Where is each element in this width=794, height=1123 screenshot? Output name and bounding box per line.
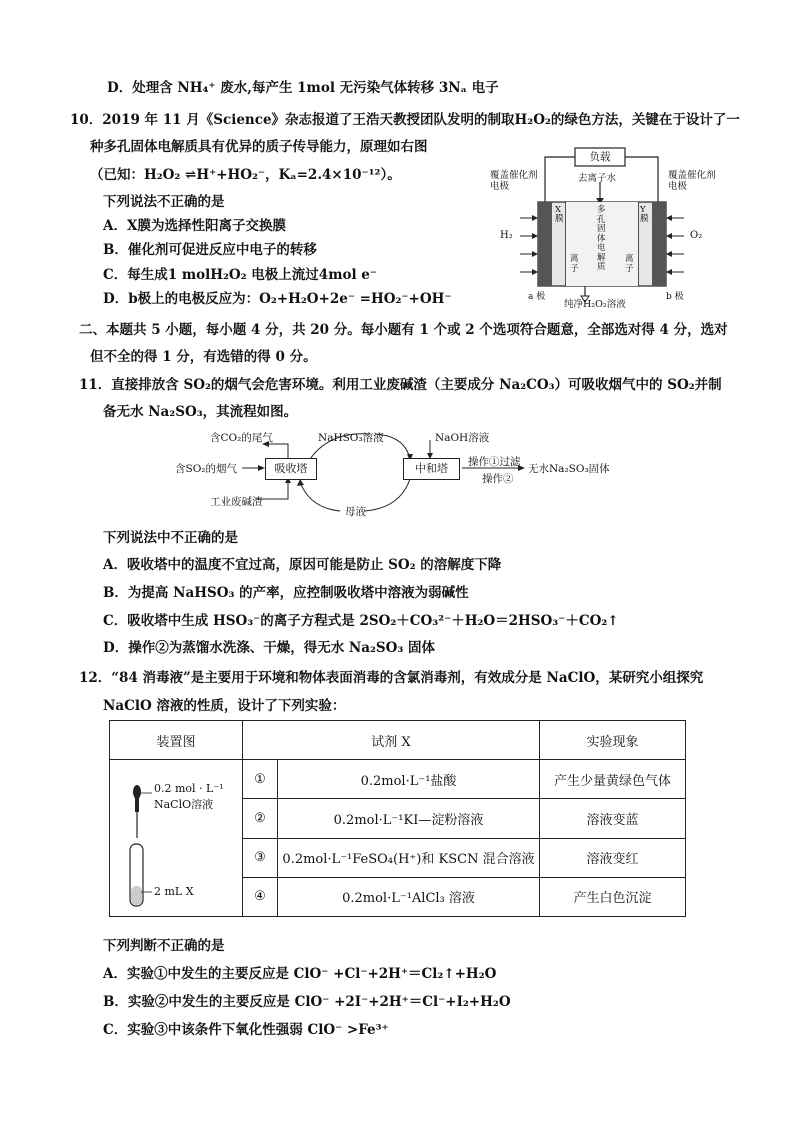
right-electrode-label: 覆盖催化剂 电极 bbox=[668, 170, 716, 192]
q12-option-b: B．实验②中发生的主要反应是 ClO⁻ +2I⁻+2H⁺＝Cl⁻+I₂+H₂O bbox=[103, 994, 511, 1010]
q10-option-c: C．每生成1 molH₂O₂ 电极上流过4mol e⁻ bbox=[103, 267, 378, 283]
naoh-label: NaOH溶液 bbox=[435, 432, 490, 444]
process-flow-chart bbox=[170, 426, 670, 521]
q10-question: 下列说法不正确的是 bbox=[103, 194, 225, 210]
q12-stem-line2: NaClO 溶液的性质，设计了下列实验： bbox=[103, 698, 346, 714]
o2-label: O₂ bbox=[690, 230, 703, 241]
q11-option-b: B．为提高 NaHSO₃ 的产率，应控制吸收塔中溶液为弱碱性 bbox=[103, 585, 469, 601]
q10-option-a: A．X膜为选择性阳离子交换膜 bbox=[103, 218, 286, 234]
q10-stem-line2: 种多孔固体电解质具有优异的质子传导能力，原理如右图 bbox=[90, 139, 428, 155]
h2-label: H₂ bbox=[500, 230, 513, 241]
apparatus-concentration-label: 0.2 mol · L⁻¹ bbox=[154, 782, 224, 795]
q10-stem-line3: （已知：H₂O₂ ⇌H⁺+HO₂⁻，Kₐ=2.4×10⁻¹²）。 bbox=[90, 167, 401, 183]
row-reagent: 0.2mol·L⁻¹AlCl₃ 溶液 bbox=[278, 877, 540, 916]
right-ion-label: 离 子 bbox=[625, 254, 634, 274]
table-row bbox=[110, 760, 686, 799]
op1-label: 操作①过滤 bbox=[468, 456, 521, 468]
row-result: 产生少量黄绿色气体 bbox=[540, 760, 686, 799]
section2-line2: 但不全的得 1 分，有选错的得 0 分。 bbox=[90, 349, 317, 365]
electrolysis-diagram bbox=[490, 140, 715, 310]
absorber-box: 吸收塔 bbox=[265, 458, 317, 480]
nahso3-label: NaHSO₃溶液 bbox=[318, 432, 384, 444]
product-label: 无水Na₂SO₃固体 bbox=[528, 463, 610, 475]
row-reagent: 0.2mol·L⁻¹盐酸 bbox=[278, 760, 540, 799]
left-electrode-label: 覆盖催化剂 电极 bbox=[490, 170, 538, 192]
row-reagent: 0.2mol·L⁻¹KI—淀粉溶液 bbox=[278, 799, 540, 838]
outlet-label: 纯净H₂O₂溶液 bbox=[564, 299, 626, 310]
mother-liquor-label: 母液 bbox=[345, 506, 366, 518]
tail-gas-label: 含CO₂的尾气 bbox=[210, 432, 273, 444]
b-pole-label: b 极 bbox=[666, 292, 684, 302]
q12-question: 下列判断不正确的是 bbox=[103, 938, 225, 954]
header-apparatus: 装置图 bbox=[110, 721, 243, 760]
header-phenomenon: 实验现象 bbox=[540, 721, 686, 760]
a-pole-label: a 极 bbox=[528, 292, 546, 302]
neutralizer-box: 中和塔 bbox=[403, 458, 460, 480]
q11-option-d: D．操作②为蒸馏水洗涤、干燥，得无水 Na₂SO₃ 固体 bbox=[103, 640, 436, 656]
y-membrane-label: Y 膜 bbox=[640, 205, 649, 224]
q12-option-c: C．实验③中该条件下氧化性强弱 ClO⁻ >Fe³⁺ bbox=[103, 1022, 389, 1038]
apparatus-cell bbox=[110, 760, 243, 917]
test-tube-apparatus bbox=[110, 760, 242, 916]
row-number: ④ bbox=[243, 877, 278, 916]
q11-option-a: A．吸收塔中的温度不宜过高，原因可能是防止 SO₂ 的溶解度下降 bbox=[103, 557, 502, 573]
load-label: 负载 bbox=[589, 151, 611, 163]
experiment-table bbox=[109, 720, 686, 917]
q12-stem-line1: 12．“84 消毒液”是主要用于环境和物体表面消毒的含氯消毒剂，有效成分是 NaClO，某研究小组探究 bbox=[79, 670, 704, 686]
header-reagent: 试剂 X bbox=[243, 721, 540, 760]
x-membrane-label: X 膜 bbox=[555, 205, 564, 224]
q11-option-c: C．吸收塔中生成 HSO₃⁻的离子方程式是 2SO₂＋CO₃²⁻＋H₂O＝2HSO₃⁻＋CO₂↑ bbox=[103, 613, 619, 629]
apparatus-x-label: 2 mL X bbox=[154, 885, 194, 898]
q11-stem-line1: 11．直接排放含 SO₂的烟气会危害环境。利用工业废碱渣（主要成分 Na₂CO₃）可吸收烟气中的 SO₂并制 bbox=[79, 377, 722, 393]
electrolyte-label: 多 孔 固 体 电 解 质 bbox=[597, 205, 606, 272]
row-reagent: 0.2mol·L⁻¹FeSO₄(H⁺)和 KSCN 混合溶液 bbox=[278, 838, 540, 877]
q11-question: 下列说法中不正确的是 bbox=[103, 530, 238, 546]
q11-stem-line2: 备无水 Na₂SO₃，其流程如图。 bbox=[103, 404, 298, 420]
q9-option-d: D．处理含 NH₄⁺ 废水,每产生 1mol 无污染气体转移 3Nₐ 电子 bbox=[107, 80, 499, 96]
q12-option-a: A．实验①中发生的主要反应是 ClO⁻ +Cl⁻+2H⁺＝Cl₂↑+H₂O bbox=[103, 966, 497, 982]
op2-label: 操作② bbox=[482, 473, 514, 485]
water-inlet-label: 去离子水 bbox=[578, 173, 617, 184]
row-number: ③ bbox=[243, 838, 278, 877]
q10-stem-line1: 10．2019 年 11 月《Science》杂志报道了王浩天教授团队发明的制取H₂O₂的绿色方法，关键在于设计了一 bbox=[70, 112, 740, 128]
flue-gas-label: 含SO₂的烟气 bbox=[175, 463, 238, 475]
q10-option-d: D．b极上的电极反应为：O₂+H₂O+2e⁻ =HO₂⁻+OH⁻ bbox=[103, 291, 452, 307]
table-header-row bbox=[110, 721, 686, 760]
section2-line1: 二、本题共 5 小题，每小题 4 分，共 20 分。每小题有 1 个或 2 个选项符合题意，全部选对得 4 分，选对 bbox=[79, 322, 728, 338]
left-ion-label: 离 子 bbox=[570, 254, 579, 274]
q10-option-b: B．催化剂可促进反应中电子的转移 bbox=[103, 242, 317, 258]
row-number: ① bbox=[243, 760, 278, 799]
row-result: 溶液变红 bbox=[540, 838, 686, 877]
apparatus-naclo-label: NaClO溶液 bbox=[154, 798, 214, 811]
row-result: 产生白色沉淀 bbox=[540, 877, 686, 916]
waste-label: 工业废碱渣 bbox=[210, 496, 263, 508]
row-number: ② bbox=[243, 799, 278, 838]
row-result: 溶液变蓝 bbox=[540, 799, 686, 838]
